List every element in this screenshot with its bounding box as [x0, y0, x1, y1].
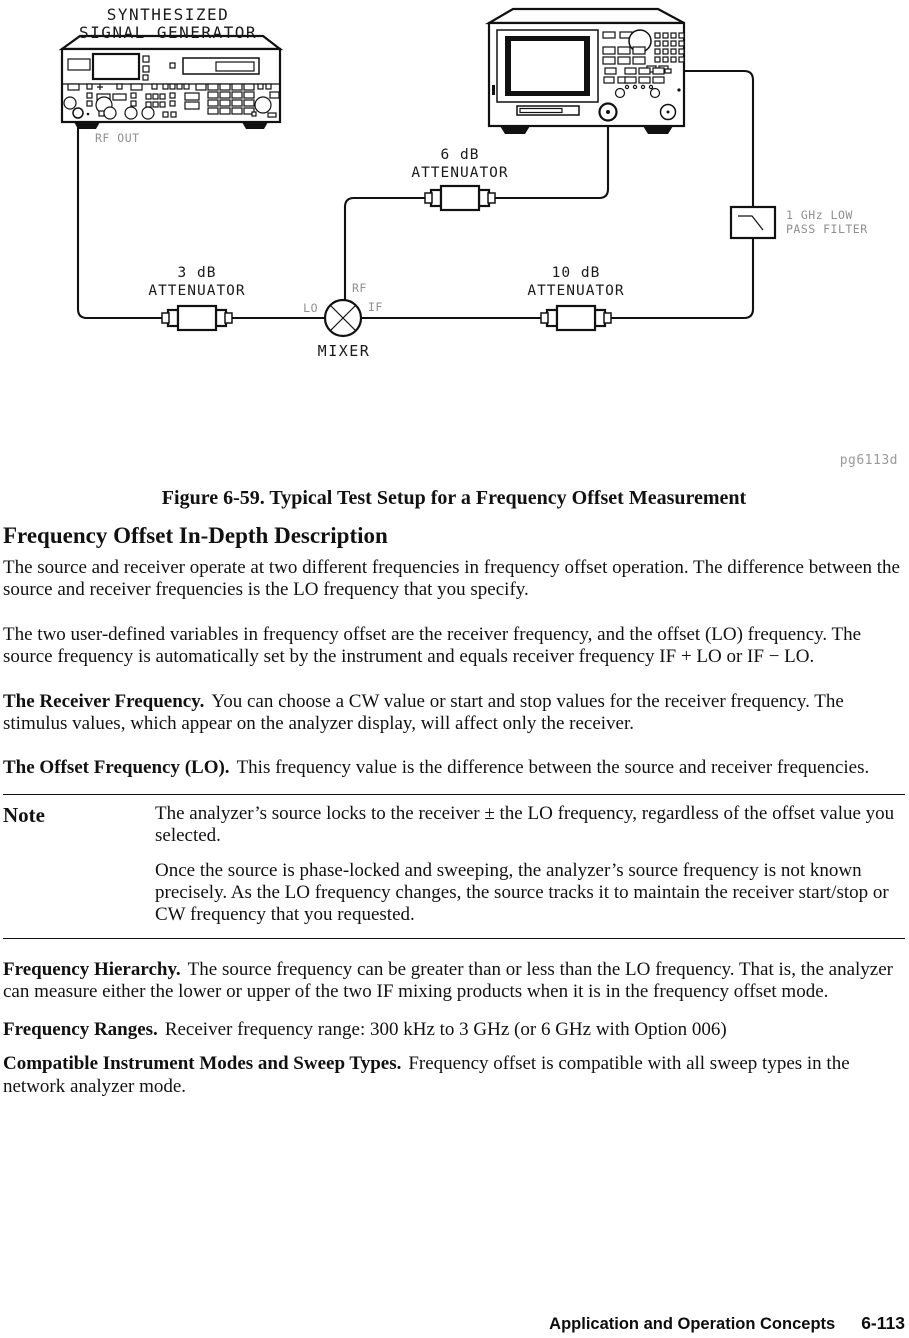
- mixer-port-rf-label: RF: [352, 281, 367, 295]
- mixer-symbol: [325, 300, 361, 336]
- term-receiver-frequency: The Receiver Frequency.: [3, 690, 205, 712]
- paragraph-compatible-modes: [3, 1053, 905, 1098]
- filter-label-line2: PASS FILTER: [786, 222, 868, 236]
- note-label: Note: [3, 802, 45, 827]
- term-compatible-modes: Compatible Instrument Modes and Sweep Types.: [3, 1053, 402, 1075]
- analyzer-lid: [489, 9, 684, 23]
- generator-foot-right: [242, 122, 268, 129]
- atten3-label-line1: 3 dB: [177, 265, 217, 281]
- term-offset-frequency: The Offset Frequency (LO).: [3, 757, 230, 779]
- plot-code: pg6113d: [839, 453, 898, 468]
- filter-label-line1: 1 GHz LOW: [786, 208, 853, 222]
- page-footer: [549, 1313, 905, 1334]
- rf-out-label: RF OUT: [95, 131, 140, 145]
- attenuator-6db: [425, 186, 495, 210]
- generator-label-line1: SYNTHESIZED: [106, 5, 230, 24]
- atten10-label-line2: ATTENUATOR: [527, 283, 625, 299]
- network-analyzer: [489, 9, 684, 134]
- note-body: [155, 803, 905, 927]
- analyzer-foot-right: [643, 126, 673, 134]
- text-compatible-modes: Frequency offset is compatible with all sweep types in the network analyzer mode.: [3, 1053, 850, 1097]
- atten3-label-line2: ATTENUATOR: [148, 283, 246, 299]
- footer-section-title: Application and Operation Concepts: [549, 1315, 836, 1333]
- atten10-label-line1: 10 dB: [551, 265, 601, 281]
- analyzer-screen: [511, 41, 584, 91]
- paragraph-frequency-hierarchy: [3, 959, 905, 1004]
- atten6-label-line1: 6 dB: [440, 147, 480, 163]
- note-paragraph-2: Once the source is phase-locked and sweeping, the analyzer’s source frequency is not known precisely. As the LO frequency changes, the source tracks it to maintain the receiver start/stop or CW frequency that you requested.: [155, 859, 889, 926]
- mixer-port-if-label: IF: [368, 300, 383, 314]
- rf-out-connector: [73, 108, 83, 118]
- paragraph-frequency-ranges: [3, 1019, 905, 1041]
- paragraph-intro-1: The source and receiver operate at two different frequencies in frequency offset operation. The difference between the source and receiver frequencies is the LO frequency that you specify.: [3, 557, 900, 601]
- paragraph-receiver-frequency: [3, 691, 905, 736]
- analyzer-foot-left: [500, 126, 530, 134]
- note-block: [3, 794, 905, 939]
- text-offset-frequency: This frequency value is the difference between the source and receiver frequencies.: [236, 757, 870, 779]
- generator-label-line2: SIGNAL GENERATOR: [78, 23, 258, 42]
- figure-test-setup-diagram: [0, 0, 909, 472]
- note-paragraph-1: The analyzer’s source locks to the receiver ± the LO frequency, regardless of the offset value you selected.: [155, 802, 895, 847]
- low-pass-filter-symbol: [731, 207, 775, 238]
- atten6-label-line2: ATTENUATOR: [411, 165, 509, 181]
- term-frequency-hierarchy: Frequency Hierarchy.: [3, 958, 181, 980]
- section-heading: Frequency Offset In-Depth Description: [3, 523, 388, 548]
- term-frequency-ranges: Frequency Ranges.: [3, 1018, 158, 1040]
- text-frequency-ranges: Receiver frequency range: 300 kHz to 3 GHz (or 6 GHz with Option 006): [164, 1018, 727, 1040]
- attenuator-3db: [162, 306, 232, 330]
- generator-foot-left: [74, 122, 100, 129]
- paragraph-offset-frequency: [3, 757, 905, 779]
- mixer-port-lo-label: LO: [303, 301, 318, 315]
- text-receiver-frequency: You can choose a CW value or start and stop values for the receiver frequency. The stimulus values, which appear on the analyzer display, will affect only the receiver.: [3, 690, 844, 735]
- figure-caption: Figure 6-59. Typical Test Setup for a Frequency Offset Measurement: [161, 487, 747, 509]
- attenuator-10db: [541, 306, 611, 330]
- paragraph-intro-2: The two user-defined variables in frequency offset are the receiver frequency, and the offset (LO) frequency. The source frequency is automatically set by the instrument and equals receiver frequency IF + LO or IF − LO.: [3, 623, 862, 668]
- page-content: [0, 487, 909, 1098]
- text-frequency-hierarchy: The source frequency can be greater than or less than the LO frequency. That is, the analyzer can measure either the lower or upper of the two IF mixing products when it is in the frequency offset mode.: [3, 958, 893, 1003]
- mixer-label: MIXER: [317, 342, 371, 360]
- footer-page-number: 6-113: [861, 1313, 905, 1333]
- signal-generator: [62, 36, 280, 129]
